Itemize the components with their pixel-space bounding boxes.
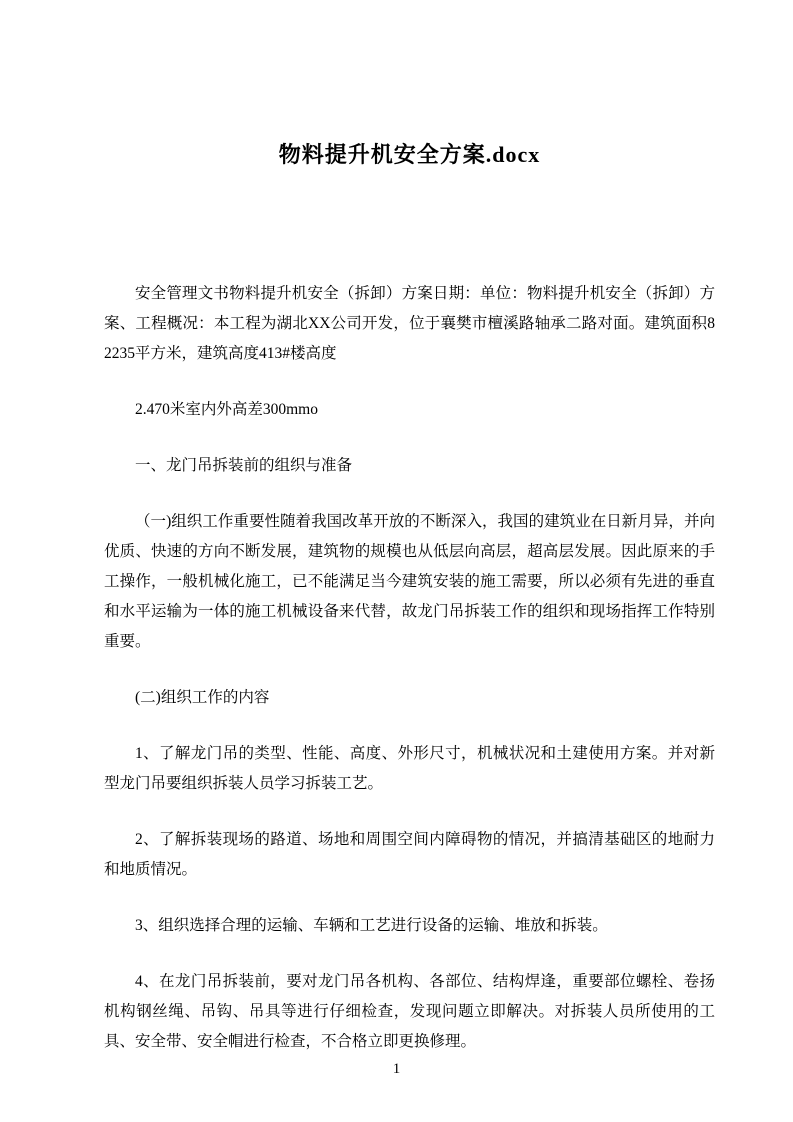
paragraph: 1、了解龙门吊的类型、性能、高度、外形尺寸，机械状况和土建使用方案。并对新型龙门吊要组织拆装人员学习拆装工艺。 [104,745,715,792]
paragraph: 4、在龙门吊拆装前，要对龙门吊各机构、各部位、结构焊逢，重要部位螺栓、卷扬机构钢丝绳、吊钩、吊具等进行仔细检查，发现问题立即解决。对拆装人员所使用的工具、安全带、安全帽进行检查，不合格立即更换修理。 [104,973,715,1050]
paragraph: 2.470米室内外高差300mmo [135,401,318,418]
paragraph: 安全管理文书物料提升机安全（拆卸）方案日期：单位：物料提升机安全（拆卸）方案、工程概况：本工程为湖北XX公司开发，位于襄樊市檀溪路轴承二路对面。建筑面积82235平方米，建筑高度413#楼高度 [104,285,715,362]
document-title: 物料提升机安全方案.docx [278,142,541,167]
paragraph: 2、了解拆装现场的路道、场地和周围空间内障碍物的情况，并搞清基础区的地耐力和地质情况。 [104,831,715,878]
paragraph: 3、组织选择合理的运输、车辆和工艺进行设备的运输、堆放和拆装。 [135,917,608,934]
page-number: 1 [392,1061,401,1077]
section-heading: 一、龙门吊拆装前的组织与准备 [135,457,353,474]
paragraph: （一)组织工作重要性随着我国改革开放的不断深入，我国的建筑业在日新月异，并向优质、快速的方向不断发展，建筑物的规模也从低层向高层，超高层发展。因此原来的手工操作，一般机械化施工，已不能满足当今建筑安装的施工需要，所以必须有先进的垂直和水平运输为一体的施工机械设备来代替，故龙门吊拆装工作的组织和现场指挥工作特别重要。 [104,513,715,650]
section-heading: (二)组织工作的内容 [135,689,270,706]
